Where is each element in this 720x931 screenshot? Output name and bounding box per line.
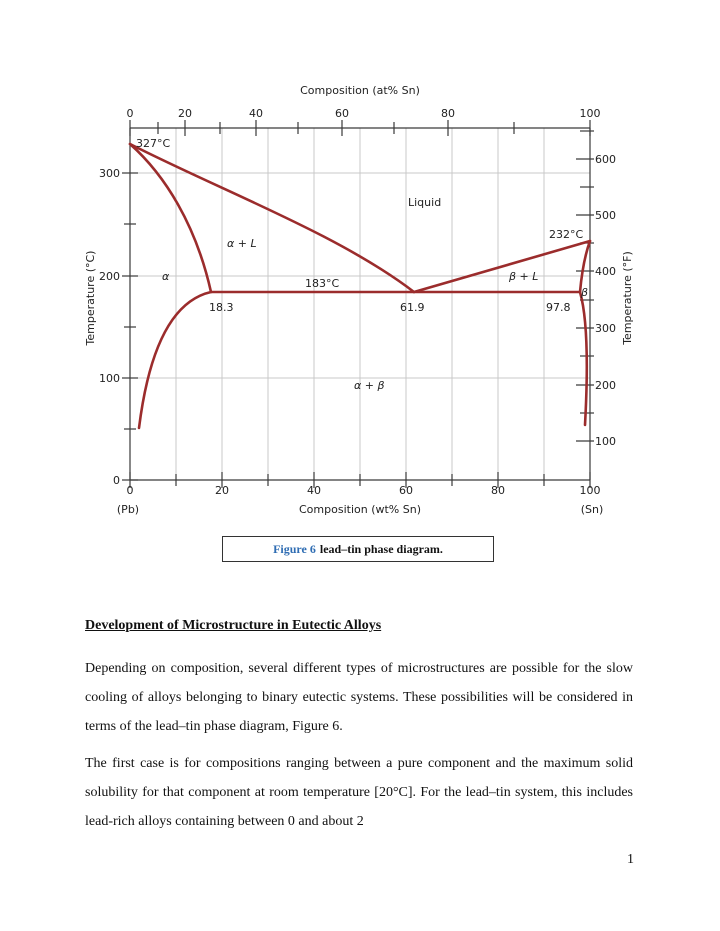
- alpha-composition-label: 18.3: [209, 301, 234, 314]
- figure-caption-text: lead–tin phase diagram.: [319, 541, 443, 556]
- figure-number: Figure 6: [273, 541, 316, 556]
- left-tick-label: 100: [99, 372, 120, 385]
- left-tick-label: 0: [113, 474, 120, 487]
- right-tick-label: 200: [595, 379, 616, 392]
- beta-plus-liquid-label: β + L: [509, 270, 539, 283]
- top-tick-label: 20: [178, 107, 192, 120]
- sn-melting-point-label: 232°C: [549, 228, 584, 241]
- right-tick-label: 400: [595, 265, 616, 278]
- eutectic-composition-label: 61.9: [400, 301, 425, 314]
- alpha-plus-beta-label: α + β: [354, 379, 385, 392]
- sn-end-label: (Sn): [580, 503, 604, 516]
- bottom-tick-label: 60: [399, 484, 413, 497]
- bottom-axis-title: Composition (wt% Sn): [299, 503, 421, 516]
- body-paragraph: The first case is for compositions ranging between a pure component and the maximum solid solubility for that component at room temperature [20°C]. For the lead–tin system, this includes lead-rich alloys containing between 0 and about 2: [85, 756, 633, 829]
- top-tick-label: 80: [441, 107, 455, 120]
- top-axis-title: Composition (at% Sn): [300, 84, 420, 97]
- liquid-region-label: Liquid: [408, 196, 442, 209]
- pb-end-label: (Pb): [116, 503, 140, 516]
- solidus-beta: [580, 241, 590, 292]
- page-number: 1: [627, 852, 634, 867]
- top-tick-label: 40: [249, 107, 263, 120]
- section-heading: Development of Microstructure in Eutectic Alloys: [85, 618, 382, 633]
- left-axis-title: Temperature (°C): [84, 250, 97, 346]
- top-tick-label: 0: [126, 107, 134, 120]
- bottom-tick-label: 0: [126, 484, 134, 497]
- solvus-alpha: [139, 292, 211, 428]
- left-tick-label: 200: [99, 270, 120, 283]
- right-tick-label: 300: [595, 322, 616, 335]
- solidus-alpha: [130, 144, 211, 292]
- bottom-tick-label: 100: [579, 484, 601, 497]
- liquidus-tin-side: [414, 241, 590, 292]
- right-tick-label: 600: [595, 153, 616, 166]
- right-tick-label: 100: [595, 435, 616, 448]
- figure-caption: [222, 536, 494, 562]
- left-tick-label: 300: [99, 167, 120, 180]
- bottom-tick-label: 20: [215, 484, 229, 497]
- beta-region-label: β: [581, 286, 589, 299]
- beta-composition-label: 97.8: [546, 301, 571, 314]
- pb-melting-point-label: 327°C: [136, 137, 171, 150]
- alpha-region-label: α: [162, 270, 170, 283]
- solvus-beta: [580, 292, 587, 425]
- top-tick-label: 60: [335, 107, 349, 120]
- bottom-tick-label: 80: [491, 484, 505, 497]
- bottom-tick-label: 40: [307, 484, 321, 497]
- right-tick-label: 500: [595, 209, 616, 222]
- body-paragraph: Depending on composition, several different types of microstructures are possible for the slow cooling of alloys belonging to binary eutectic systems. These possibilities will be considered in terms of the lead–tin phase diagram, Figure 6.: [85, 661, 633, 734]
- alpha-plus-liquid-label: α + L: [227, 237, 257, 250]
- liquidus-lead-side: [130, 144, 414, 292]
- top-tick-label: 100: [579, 107, 601, 120]
- eutectic-temperature-label: 183°C: [305, 277, 340, 290]
- right-axis-title: Temperature (°F): [621, 251, 634, 345]
